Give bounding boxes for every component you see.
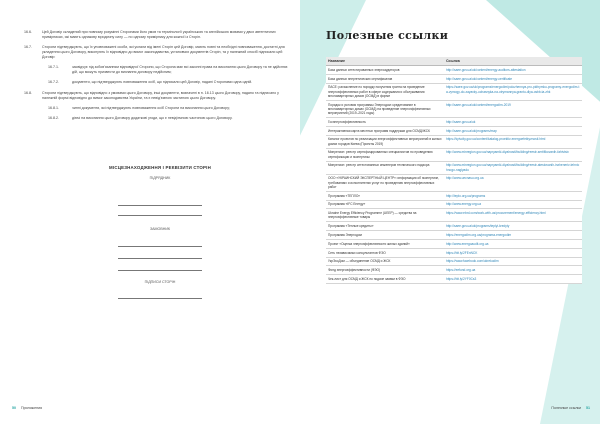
link-name: Программа «ТЕПЛО» bbox=[326, 191, 444, 200]
link-url[interactable]: http://www.energoaudit.org.ua bbox=[444, 239, 582, 248]
table-row bbox=[326, 239, 582, 248]
customer-label: ЗАМОВНИК bbox=[149, 227, 171, 231]
link-url[interactable]: http://teplo.org.ua/programs bbox=[444, 191, 582, 200]
clause bbox=[24, 45, 290, 61]
link-name: База данных энергетических сертификатов bbox=[326, 74, 444, 83]
subclause-number: 16.7.1. bbox=[48, 65, 59, 70]
subclause bbox=[24, 80, 290, 85]
contractor-label: ПІДРЯДНИК bbox=[149, 176, 171, 180]
contract-clauses bbox=[24, 30, 290, 126]
link-name: Госэнергоэффективность bbox=[326, 118, 444, 127]
clause-text: Цей Договір складений при повному розумінні Сторонами його умов та термінології українською та англійською мовами у двох автентичних примірниках, які мають однакову юридичну силу — по одному примірнику для кожної із Сторін. bbox=[42, 30, 276, 40]
column-header-link: Ссылка bbox=[444, 57, 582, 66]
link-url[interactable]: http://saee.gov.ua/uk/programs/teplyi-kredyty bbox=[444, 222, 582, 231]
subclause bbox=[24, 65, 290, 75]
link-url[interactable]: http://www.uecnasu.org.ua bbox=[444, 174, 582, 191]
subclause bbox=[24, 106, 290, 111]
link-name: Проект «Оценка энергоэффективности жилых зданий» bbox=[326, 239, 444, 248]
table-row bbox=[326, 174, 582, 191]
link-name: База данных аттестированных энергоаудиторов bbox=[326, 66, 444, 75]
link-url[interactable]: https://bit.ly/2YF0Cs3 bbox=[444, 275, 582, 284]
link-name: Ukraine Energy Efficiency Programme (UEEP) — средства на энергоэффективные товары bbox=[326, 209, 444, 222]
clause-number: 16.8. bbox=[24, 90, 32, 95]
link-url[interactable]: https://energodim.org.ua/programa-energodim bbox=[444, 231, 582, 240]
link-name: Каталог проектов по реализации энергоэффективных мероприятий в жилых домах городов Киева (Проекты 2019) bbox=[326, 135, 444, 148]
signature-line bbox=[118, 298, 202, 299]
link-name: УкрЭкоДом — объединение ОСМД и ЖСК bbox=[326, 257, 444, 266]
link-name: Интерактивная карта местных программ поддержки для ОСМД/ЖСК bbox=[326, 126, 444, 135]
table-row bbox=[326, 209, 582, 222]
table-row bbox=[326, 191, 582, 200]
column-header-name: Название bbox=[326, 57, 444, 66]
right-page bbox=[300, 0, 600, 424]
clause-number: 16.7. bbox=[24, 44, 32, 49]
subclause bbox=[24, 116, 290, 121]
link-url[interactable]: http://saee.gov.ua/uk/content/energy-certificate bbox=[444, 74, 582, 83]
footer-section: Приложения bbox=[21, 406, 43, 410]
table-row bbox=[326, 100, 582, 117]
clause-number: 16.6. bbox=[24, 30, 32, 34]
link-name: Сеть независимых консультантов ФЭО bbox=[326, 248, 444, 257]
table-row bbox=[326, 222, 582, 231]
signature-line bbox=[118, 258, 202, 259]
link-name: ООО «УКРАИНСКИЙ ЭКСПЕРТНЫЙ ЦЕНТР»: информация об экспертизе, требованиях и исполнителях услуг по проведению энергоэффективных работ bbox=[326, 174, 444, 191]
page-number: 51 bbox=[586, 406, 590, 410]
signatures-label: ПІДПИСИ СТОРІН bbox=[144, 280, 176, 284]
table-row bbox=[326, 148, 582, 161]
page-title: Полезные ссылки bbox=[326, 29, 449, 42]
link-url[interactable]: https://saee.gov.ua/uk/programs/energodim/polozhennya-pro-pidtrymku-programy-energodim-ta-vymogy-do-zayavky-uchasnyka-na-otrymannya-grantu-dlya-osbb-ta-zhk bbox=[444, 83, 582, 100]
link-name: Минрегион: реестр сертифицированных специалистов по проведению сертификации и экспертизы bbox=[326, 148, 444, 161]
subclause-text: діючі на виконання цього Договору додаткові угоди, що є невід'ємною частиною цього Договору. bbox=[72, 115, 233, 120]
table-body bbox=[326, 66, 582, 284]
link-name: Минрегион: реестр аттестованных инженеров технического надзора bbox=[326, 161, 444, 174]
link-url[interactable]: http://saee.gov.ua/uk/programs/map bbox=[444, 126, 582, 135]
signature-line bbox=[118, 270, 202, 271]
table-header-row bbox=[326, 57, 582, 66]
table-row bbox=[326, 231, 582, 240]
link-url[interactable]: https://kyivcity.gov.ua/content/katalog-proektiv-energoefektyvnosti.html bbox=[444, 135, 582, 148]
link-url[interactable]: http://www.energy.org.ua bbox=[444, 200, 582, 209]
link-url[interactable]: https://www.facebook.com/ukrekodim bbox=[444, 257, 582, 266]
link-url[interactable]: https://www.ebrd.com/work-with-us/procurement/energy-efficiency.html bbox=[444, 209, 582, 222]
link-name: Программа Энергодом bbox=[326, 231, 444, 240]
useful-links-table bbox=[326, 57, 582, 284]
footer-section: Полезные ссылки bbox=[551, 406, 581, 410]
clause-text: Сторони підтверджують, що відповідно з умовами цього Договору, інші документи, визначені в п. 16.13 цього Договору, надано та підписано у належній формі відповідно до вимог законодавства України, та є невід'ємною частиною цього Договору. bbox=[42, 90, 279, 100]
link-url[interactable]: http://saee.gov.ua/uk bbox=[444, 118, 582, 127]
subclause-text: засвідчує під зобов'язанням відповідної Сторони, що Сторона має всі законні права на виконання цього Договору та не здійснює дій, що можуть призвести до визнання договору недійсним; bbox=[72, 65, 288, 75]
table-row bbox=[326, 200, 582, 209]
table-row bbox=[326, 126, 582, 135]
clause bbox=[24, 30, 290, 40]
subclause-number: 16.7.2. bbox=[48, 80, 59, 85]
link-name: Порядок и условия программы Энергодом: кредитование в многоквартирных домах (ОСМД) на проведение энергоэффективных мероприятий (2019–2021 годы) bbox=[326, 100, 444, 117]
clause bbox=[24, 91, 290, 101]
link-url[interactable]: http://saee.gov.ua/uk/content/energodim-2019 bbox=[444, 100, 582, 117]
page-footer bbox=[12, 406, 42, 410]
link-name: Чек-лист для ОСМД и ЖСК по подаче заявки в ФЭО bbox=[326, 275, 444, 284]
signature-block-title: МІСЦЕЗНАХОДЖЕННЯ І РЕКВІЗИТИ СТОРІН bbox=[109, 165, 211, 170]
clause-text: Сторони підтверджують, що їх уповноважені особи, які уклали від імені Сторін цей Договір, мають повні та необхідні повноваження, достатні для укладення цього Договору, виконують їх відповідно до вимог законодавства, установчих документів Сторін, та у належний спосіб підписали цей Договір: bbox=[42, 44, 285, 60]
table-row bbox=[326, 66, 582, 75]
signature-line bbox=[118, 246, 202, 247]
page-number: 50 bbox=[12, 406, 16, 410]
table-row bbox=[326, 275, 582, 284]
link-url[interactable]: https://bit.ly/2FEnNCK bbox=[444, 248, 582, 257]
link-name: Программа «Теплые кредиты» bbox=[326, 222, 444, 231]
table-row bbox=[326, 74, 582, 83]
table-row bbox=[326, 135, 582, 148]
link-url[interactable]: https://eefund.org.ua bbox=[444, 266, 582, 275]
subclause-number: 16.8.1. bbox=[48, 105, 59, 110]
table-row bbox=[326, 118, 582, 127]
table-row bbox=[326, 161, 582, 174]
signature-line bbox=[118, 205, 202, 206]
table-row bbox=[326, 266, 582, 275]
link-name: Фонд энергоэффективности (ФЭО) bbox=[326, 266, 444, 275]
table-row bbox=[326, 83, 582, 100]
link-url[interactable]: http://saee.gov.ua/uk/content/energy-auditors-attestation bbox=[444, 66, 582, 75]
link-name: ПАСЕ: разъяснение по порядку получения гранта на проведение энергоэффективных работ в сфере содержания и обслуживания многоквартирных домов (ОСМД) в форме bbox=[326, 83, 444, 100]
link-name: Программа «IFC Energy» bbox=[326, 200, 444, 209]
page-footer bbox=[551, 406, 590, 410]
subclause-text: чинні документи, які підтверджують повноваження осіб Сторони на виконання цього Договору; bbox=[72, 105, 231, 110]
table-row bbox=[326, 257, 582, 266]
link-url[interactable]: http://www.minregion.gov.ua/napryamki-diyalnosti/building/reestr-atestovanih-inzheneriv-tehnichnogo-naglyadu bbox=[444, 161, 582, 174]
signature-line bbox=[118, 215, 202, 216]
subclause-number: 16.8.2. bbox=[48, 115, 59, 120]
subclause-text: документи, що підтверджують повноваження осіб, що підписали цей Договір, надані Сторонами одна одній. bbox=[72, 80, 253, 85]
table-row bbox=[326, 248, 582, 257]
link-url[interactable]: http://www.minregion.gov.ua/napryamki-diyalnosti/building/reestr-sertifikovanih-fahivtsiv bbox=[444, 148, 582, 161]
